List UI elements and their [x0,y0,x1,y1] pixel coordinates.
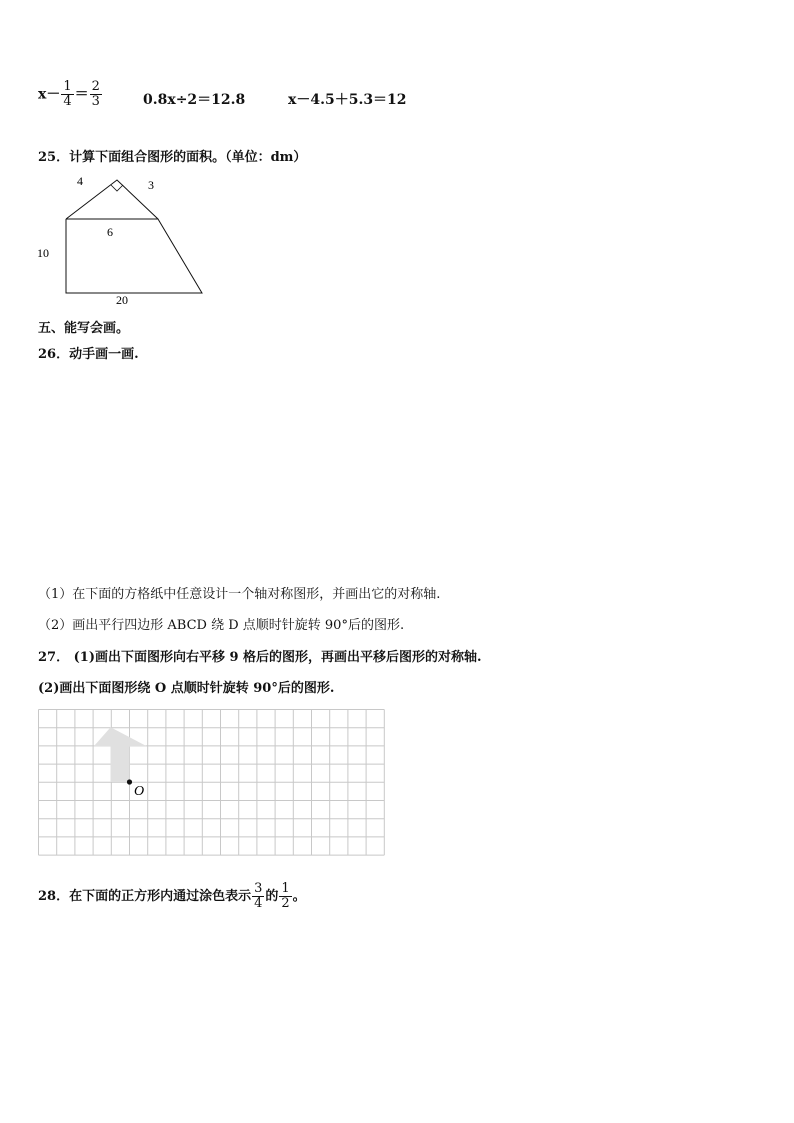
fraction-three-quarters: $\frac{3}{4}$ [254,881,263,911]
fraction-two-thirds: $\frac{2}{3}$ [91,79,100,109]
label-6: 6 [107,225,113,239]
grid-lines [39,710,385,856]
arrow-shape [94,727,148,782]
question-25-title: 25．计算下面组合图形的面积。（单位：dm） [38,150,307,165]
question-26-title: 26．动手画一画. [38,347,139,362]
label-3: 3 [148,178,154,192]
right-angle-mark [111,185,123,191]
section-5-title: 五、能写会画。 [38,321,130,336]
equation-3: x－4.5＋5.3＝12 [288,92,407,108]
question-26-part-1: （1）在下面的方格纸中任意设计一个轴对称图形，并画出它的对称轴. [38,587,441,602]
point-o [127,779,132,784]
label-20: 20 [116,293,128,307]
square-grid [38,709,388,857]
composite-figure [30,170,220,310]
trapezoid-outline [66,219,202,293]
point-o-label: O [134,784,145,799]
equation-1: x－ $\frac{1}{4}$ ＝ $\frac{2}{3}$ [38,79,100,109]
label-4: 4 [77,174,83,188]
fraction-one-half: $\frac{1}{2}$ [281,881,290,911]
question-26-part-2: （2）画出平行四边形 ABCD 绕 D 点顺时针旋转 90°后的图形. [38,618,405,633]
equation-2: 0.8x÷2＝12.8 [143,92,246,108]
question-28: 28．在下面的正方形内通过涂色表示 $\frac{3}{4}$ 的 $\frac{1}{2}$ 。 [38,881,306,911]
question-27-title: 27． (1)画出下面图形向右平移 9 格后的图形，再画出平移后图形的对称轴. [38,650,482,665]
label-10: 10 [37,246,49,260]
question-27-part-2: (2)画出下面图形绕 O 点顺时针旋转 90°后的图形. [38,681,335,696]
fraction-one-quarter: $\frac{1}{4}$ [63,79,72,109]
